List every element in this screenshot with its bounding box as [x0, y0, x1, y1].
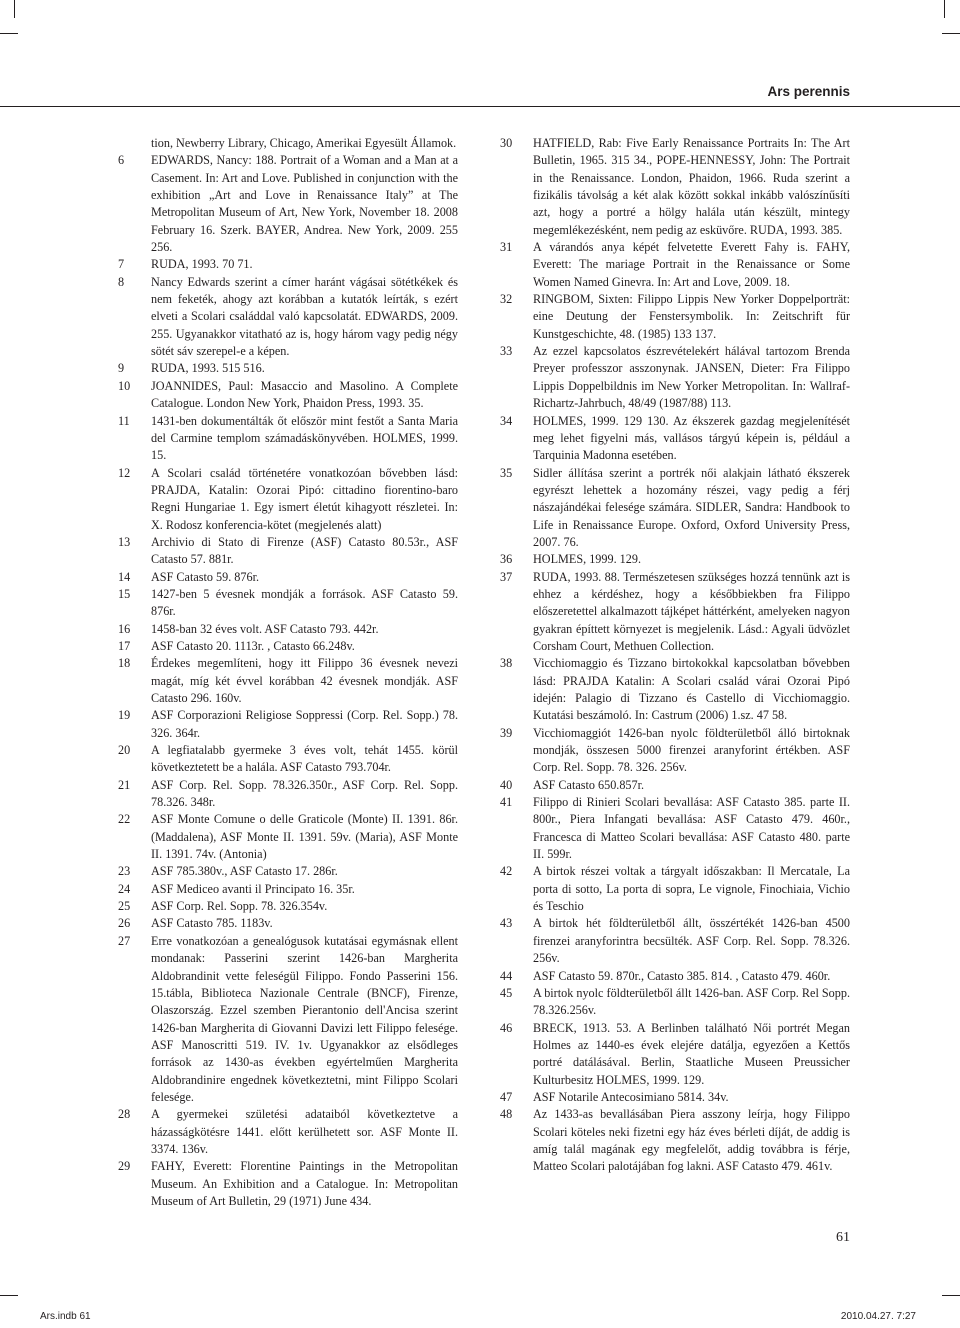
footnote-text: JOANNIDES, Paul: Masaccio and Masolino. A Complete Catalogue. London New York, Phaidon Press, 1993. 35. — [151, 378, 458, 411]
footnote-number: 45 — [500, 985, 513, 1000]
footnote-number: 48 — [500, 1107, 513, 1122]
footnote-text: A gyermekei születési adataiból következtetve a házasságkötésre 1441. előtt kerülhetett sor. ASF Monte II. 3374. 136v. — [151, 1107, 458, 1156]
footnote-text: Erre vonatkozóan a genealógusok kutatásai egymásnak ellent mondanak: Passerini szerint 1426-ban Margherita Aldobrandinit vette feleségül Filippo. Fondo Passerini 156. 15.tábla, Biblioteca Nazionale Centrale (BNCF), Firenze, Olaszország. Ezzel szemben Pierantonio dell'Ancisa szerint 1426-ban Margherita di Giovanni Davizi lett Filippo felesége. ASF Manoscritti 519. IV. 1v. Ugyanakkor az elsődleges források az 1430-as években egyértelműen Margherita Aldobrandinire engednek következtetni, mint Filippo Scolari felesége. — [151, 933, 458, 1104]
footnote-text: 1427-ben 5 évesnek mondják a források. ASF Catasto 59. 876r. — [151, 586, 458, 619]
footnote — [118, 933, 458, 1106]
running-head: Ars perennis — [767, 84, 850, 99]
footnote — [118, 863, 458, 880]
footnote — [500, 569, 850, 656]
footnote-text: Filippo di Rinieri Scolari bevallása: ASF Catasto 385. parte II. 800r., Piera Infangati bevallása: ASF Catasto 479. 460r., Francesca di Matteo Scolari bevallása: ASF Catasto 480. parte II. 599r. — [533, 795, 850, 862]
footnote — [118, 915, 458, 932]
footnote-text: Az ezzel kapcsolatos észrevételekért hálával tartozom Brenda Preyer professzor asszonynak. JANSEN, Dieter: Fra Filippo Lippis Doppelbildnis im New Yorker Metropolitan. In: Wallraf-Richartz-Jahrbuch, 48/49 (1987/88) 113. — [533, 344, 850, 411]
footnote-text: ASF Catasto 785. 1183v. — [151, 916, 273, 931]
footnote — [500, 968, 850, 985]
footnote — [118, 256, 458, 273]
footnote-text: ASF 785.380v., ASF Catasto 17. 286r. — [151, 864, 338, 879]
footnote-number: 16 — [118, 621, 131, 636]
footnote-number: 25 — [118, 899, 131, 914]
slug-file: Ars.indb 61 — [40, 1311, 91, 1322]
footnote — [500, 1020, 850, 1089]
footnote-text: ASF Catasto 650.857r. — [533, 777, 645, 792]
footnote-number: 37 — [500, 569, 513, 584]
footnote-number: 9 — [118, 361, 125, 376]
footnote-number: 28 — [118, 1107, 131, 1122]
footnote-text: ASF Corporazioni Religiose Soppressi (Corp. Rel. Sopp.) 78. 326. 364r. — [151, 708, 458, 740]
footnote-number: 30 — [500, 136, 513, 150]
footnote — [500, 135, 850, 239]
footnote-number: 26 — [118, 916, 131, 931]
footnote-number: 32 — [500, 292, 513, 307]
footnote-text: Nancy Edwards szerint a címer haránt vágásai sötétkékek és nem feketék, ahogy azt korábban a kutatók leírták, s ezért elveti a Scolari családdal való kapcsolatát. EDWARDS, 2009. 255. Ugyanakkor vitatható az is, hogy három vagy pedig négy sötét sáv szerepel-e a képen. — [151, 274, 458, 359]
footnote — [500, 239, 850, 291]
footnote — [118, 777, 458, 812]
slug-date: 2010.04.27. 7:27 — [840, 1311, 916, 1322]
footnote — [118, 811, 458, 863]
footnote — [118, 707, 458, 742]
footnote-text: HOLMES, 1999. 129. — [533, 552, 641, 567]
footnote-text: ASF Monte Comune o delle Graticole (Monte) II. 1391. 86r. (Maddalena), ASF Monte II. 1391. 59v. (Maria), ASF Monte II. 1391. 74v. (Antonia) — [151, 812, 458, 862]
footnote-number: 23 — [118, 864, 131, 879]
footnote-text: tion, Newberry Library, Chicago, Amerikai Egyesült Államok. — [151, 136, 457, 150]
footnote-text: FAHY, Everett: Florentine Paintings in the Metropolitan Museum. An Exhibition and a Catalogue. In: Metropolitan Museum of Art Bulletin, 29 (1971) June 434. — [151, 1159, 458, 1208]
footnote-text: ASF Corp. Rel. Sopp. 78.326.350r., ASF Corp. Rel. Sopp. 78.326. 348r. — [151, 777, 458, 810]
crop-mark-top-right-h — [942, 33, 960, 34]
footnote — [500, 655, 850, 724]
footnote-text: 1431-ben dokumentálták őt először mint festőt a Santa Maria del Carmine templom számadáskönyvében. HOLMES, 1999. 15. — [151, 413, 458, 463]
footnote-number: 41 — [500, 795, 513, 810]
footnote — [500, 551, 850, 568]
footnote-text: ASF Catasto 59. 876r. — [151, 569, 260, 584]
footnote-number: 21 — [118, 777, 131, 792]
footnote — [118, 413, 458, 465]
footnote-number: 20 — [118, 743, 131, 758]
footnote — [118, 1106, 458, 1158]
footnote-number: 36 — [500, 552, 513, 567]
footnote — [118, 638, 458, 655]
footnote-text: ASF Catasto 59. 870r., Catasto 385. 814. , Catasto 479. 460r. — [533, 968, 831, 983]
footnote-text: ASF Notarile Antecosimiano 5814. 34v. — [533, 1089, 729, 1104]
footnote-text: A Scolari család történetére vonatkozóan bővebben lásd: PRAJDA, Katalin: Ozorai Pipó: cittadino fiorentino-baro Regni Hungariae 1. Egy ismert életút kihagyott részletei. In: X. Rodosz konferencia-kötet (megjelenés alatt) — [151, 465, 458, 532]
footnote-number: 38 — [500, 656, 513, 671]
footnote-text: A birtok nyolc földterületből állt 1426-ban. ASF Corp. Rel Sopp. 78.326.256v. — [533, 985, 850, 1018]
footnote — [118, 881, 458, 898]
footnote-text: EDWARDS, Nancy: 188. Portrait of a Woman and a Man at a Casement. In: Art and Love. Published in conjunction with the exhibition „Art and Love in Renaissance Italy” at The Metropolitan Museum of Art, New York, November 18. 2008 February 16. Szerk. BAYER, Andrea. New York, 2009. 255 256. — [151, 153, 458, 255]
footnote-number: 15 — [118, 586, 131, 601]
footnote — [500, 1106, 850, 1175]
footnote — [500, 915, 850, 967]
footnote-number: 10 — [118, 378, 131, 393]
footnote-text: BRECK, 1913. 53. A Berlinben található Női portrét Megan Holmes az 1440-es évek elejére datálja, egyezően a Kettős portré datálásával. Berlin, Staatliche Museen Preussicher Kulturbesitz HOLMES, 1999. 129. — [533, 1020, 850, 1087]
footnote-text: ASF Corp. Rel. Sopp. 78. 326.354v. — [151, 899, 328, 914]
footnote-text: ASF Mediceo avanti il Principato 16. 35r. — [151, 881, 355, 896]
notes-left-column — [118, 135, 458, 1210]
footnote — [118, 898, 458, 915]
footnote — [118, 378, 458, 413]
footnote-text: RUDA, 1993. 88. Természetesen szükséges hozzá tennünk azt is ehhez a kérdéshez, hogy a későbbiekben fra Filippo előszeretettel alkalmazott tájképet háttérként, amelyeken nagyon gyakran építtett környezet is megjelenik. Lásd.: Agyali üdvözlet Corsham Court, Methuen Collection. — [533, 569, 850, 653]
footnote-number: 43 — [500, 916, 513, 931]
footnote — [118, 655, 458, 707]
footnote-number: 8 — [118, 274, 125, 289]
footnote — [500, 863, 850, 915]
footnote-number: 13 — [118, 534, 131, 549]
footnote-number: 11 — [118, 413, 130, 428]
footnote — [500, 777, 850, 794]
crop-mark-top-right-v — [944, 0, 945, 18]
footnote-number: 39 — [500, 725, 513, 740]
footnote-number: 34 — [500, 413, 513, 428]
footnote — [118, 534, 458, 569]
footnote — [118, 465, 458, 534]
footnote-text: A birtok részei voltak a tárgyalt időszakban: Il Mercatale, La porta di sotto, La porta di sopra, Le vignole, Finochiaia, Vichio és Teschio — [533, 864, 850, 914]
footnote — [118, 135, 458, 152]
footnote — [118, 360, 458, 377]
footnote-text: HOLMES, 1999. 129 130. Az ékszerek gazdag megjelenítését meg lehet figyelni más, vallásos tárgyú képein is, például a Tarquinia Madonna esetében. — [533, 413, 850, 463]
footnote-number: 29 — [118, 1159, 131, 1174]
footnote-number: 46 — [500, 1020, 513, 1035]
crop-mark-bottom-right-h — [942, 1295, 960, 1296]
footnote-number: 6 — [118, 153, 125, 168]
footnote-text: RINGBOM, Sixten: Filippo Lippis New Yorker Doppelporträt: eine Deutung der Fenstersymbolik. In: Zeitschrift für Kunstgeschichte, 48. (1985) 133 137. — [533, 292, 850, 341]
footnote — [500, 1089, 850, 1106]
footnote-text: Vicchiomaggiót 1426-ban nyolc földterületből álló birtoknak mondják, összesen 5000 firenzei aranyforint értékben. ASF Corp. Rel. Sopp. 78. 326. 256v. — [533, 725, 850, 775]
page-number: 61 — [836, 1230, 850, 1245]
footnote — [500, 725, 850, 777]
footnote — [500, 291, 850, 343]
footnote-text: Sidler állítása szerint a portrék női alakjain látható ékszerek egyrészt lehettek a hozomány részei, vagy pedig a férj nászajándékai felesége számára. SIDLER, Sandra: Handbook to Life in Renaissance Europe. Oxford, Oxford University Press, 2007. 76. — [533, 465, 850, 549]
footnote-text: A várandós anya képét felvetette Everett Fahy is. FAHY, Everett: The mariage Portrait in the Renaissance or Some Women Named Ginevra. In: Art and Love, 2009. 18. — [533, 240, 850, 289]
footnote — [118, 152, 458, 256]
header-rule — [0, 106, 960, 107]
footnote — [500, 465, 850, 552]
footnote-number: 44 — [500, 968, 513, 983]
footnote-number: 33 — [500, 344, 513, 359]
footnote-number: 17 — [118, 638, 131, 653]
footnote-number: 14 — [118, 569, 131, 584]
footnote-number: 12 — [118, 465, 131, 480]
footnote — [500, 343, 850, 412]
footnote — [118, 742, 458, 777]
footnote — [500, 794, 850, 863]
footnote-text: Érdekes megemlíteni, hogy itt Filippo 36 évesnek nevezi magát, míg két évvel korábban 42 évesnek mondják. ASF Catasto 296. 160v. — [151, 656, 458, 705]
footnote-text: RUDA, 1993. 70 71. — [151, 257, 253, 272]
footnote-number: 22 — [118, 812, 131, 827]
footnote — [118, 569, 458, 586]
footnote — [500, 985, 850, 1020]
footnote — [118, 274, 458, 361]
footnote-number: 40 — [500, 777, 513, 792]
crop-mark-top-left-v — [14, 0, 15, 18]
footnote-text: RUDA, 1993. 515 516. — [151, 361, 265, 376]
crop-mark-bottom-left-h — [0, 1295, 18, 1296]
footnote-number: 35 — [500, 465, 513, 480]
footnote-text: A legfiatalabb gyermeke 3 éves volt, tehát 1455. körül következtetett be a halála. ASF Catasto 793.704r. — [151, 743, 458, 775]
footnote-text: HATFIELD, Rab: Five Early Renaissance Portraits In: The Art Bulletin, 1965. 315 34., POPE-HENNESSY, John: The Portrait in the Renaissance. London, Phaidon, 1966. Ruda szerint a fizikális távolság a két alak között sokkal inkább valószínűsíti azt, hogy a portré a hölgy halála után készült, mintegy megemlékezésként, nem pedig az esküvőre. RUDA, 1993. 385. — [533, 136, 850, 237]
footnote-number: 47 — [500, 1089, 513, 1104]
footnote-text: Vicchiomaggio és Tizzano birtokokkal kapcsolatban bővebben lásd: PRAJDA Katalin: A Scolari család várai Ozorai Pipó idején: Palagio di Tizzano és Castello di Vicchiomaggio. Kutatási beszámoló. In: Castrum (2006) 1.sz. 47 58. — [533, 656, 850, 723]
footnote-text: A birtok hét földterületből állt, összértékét 1426-ban 4500 firenzei aranyforintra becsülték. ASF Corp. Rel. Sopp. 78.326. 256v. — [533, 916, 850, 966]
footnote-text: 1458-ban 32 éves volt. ASF Catasto 793. 442r. — [151, 621, 379, 636]
footnote-text: Az 1433-as bevallásában Piera asszony leírja, hogy Filippo Scolari köteles neki fizetni egy ház éves bérleti díját, de addig is amíg talál magának egy megfelelőt, addig továbbra is férje, Matteo Scolari palotájában fog lakni. ASF Catasto 479. 461v. — [533, 1107, 850, 1174]
footnote — [118, 1158, 458, 1210]
footnote-number — [118, 135, 151, 152]
footnote-number: 19 — [118, 708, 131, 723]
footnote-text: ASF Catasto 20. 1113r. , Catasto 66.248v. — [151, 638, 355, 653]
footnote-text: Archivio di Stato di Firenze (ASF) Catasto 80.53r., ASF Catasto 57. 881r. — [151, 534, 458, 567]
footnote-number: 18 — [118, 656, 131, 671]
notes-right-column — [500, 135, 850, 1176]
footnote — [500, 413, 850, 465]
footnote — [118, 621, 458, 638]
footnote-number: 24 — [118, 881, 131, 896]
footnote-number: 42 — [500, 864, 513, 879]
footnote-number: 7 — [118, 257, 125, 272]
footnote — [118, 586, 458, 621]
crop-mark-top-left-h — [0, 33, 18, 34]
footnote-number: 31 — [500, 240, 513, 255]
footnote-number: 27 — [118, 933, 131, 948]
